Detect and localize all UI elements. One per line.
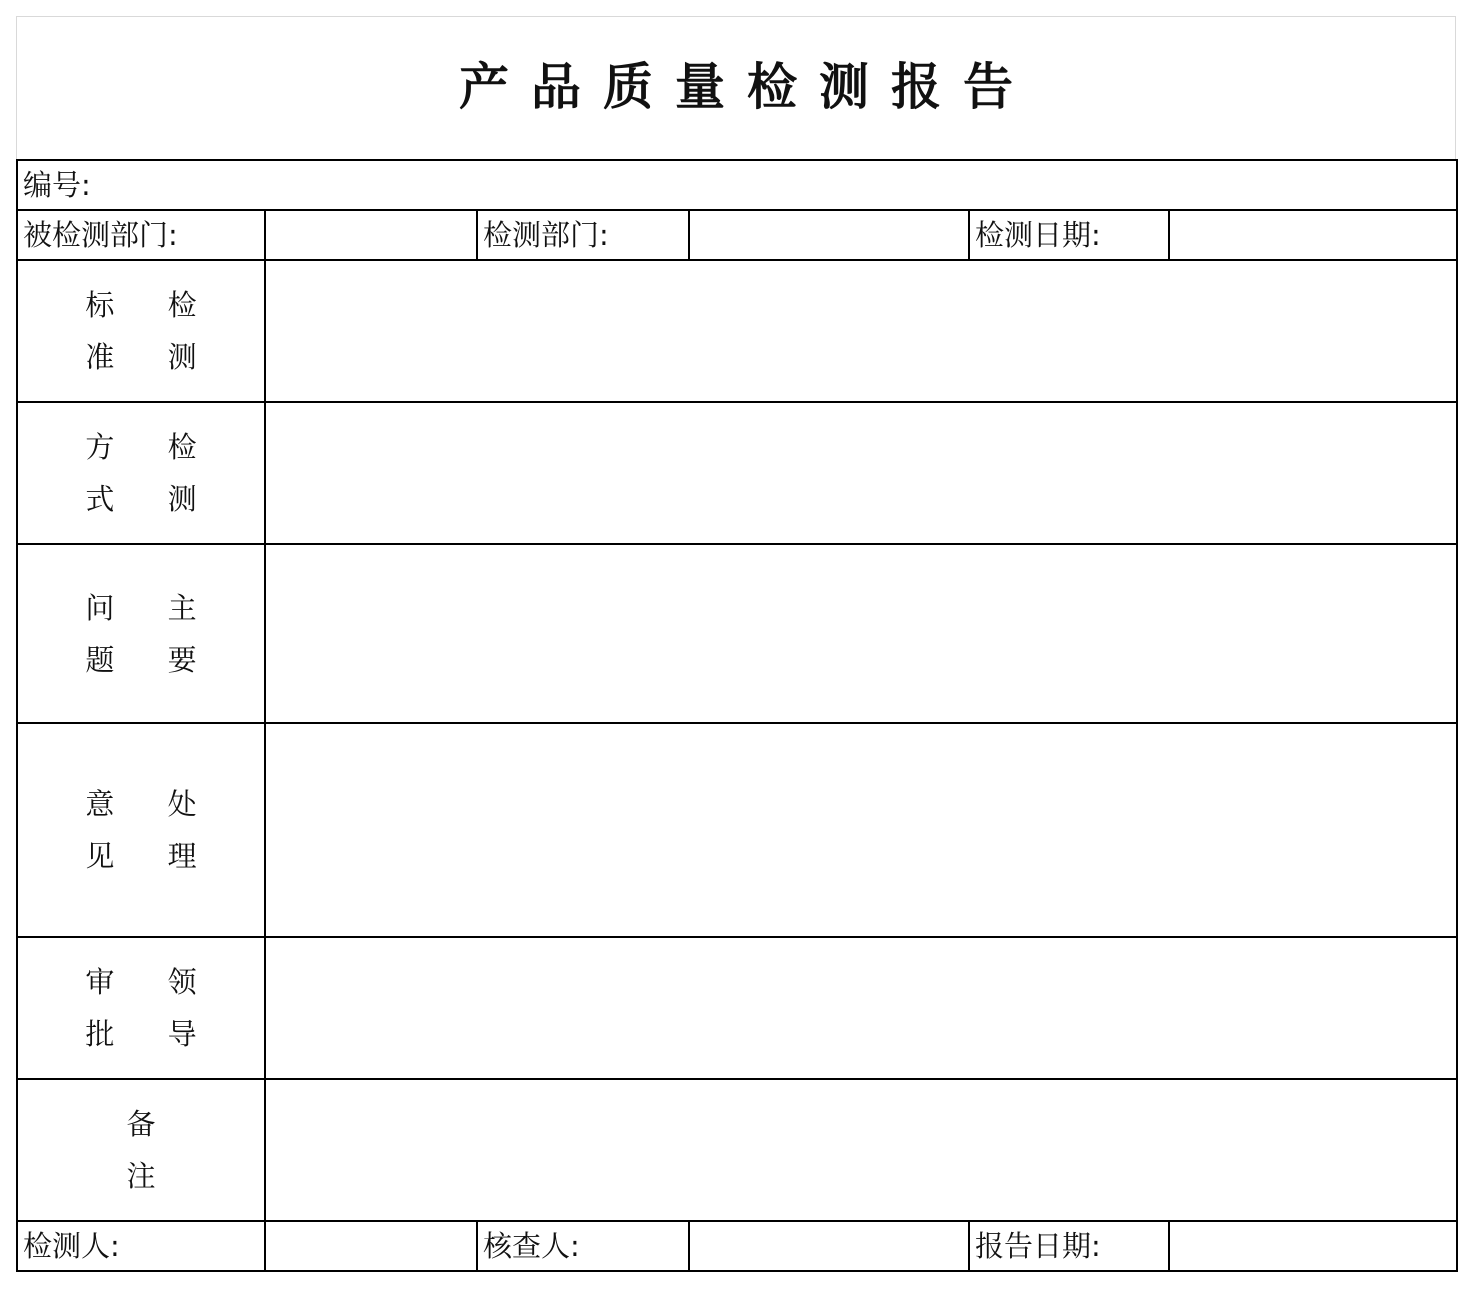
opinion-content[interactable]: [265, 723, 1457, 937]
remarks-label-line-2: 注: [126, 1159, 156, 1193]
checker-value[interactable]: [689, 1221, 969, 1271]
title-area: [16, 16, 1456, 159]
inspected-dept-value[interactable]: [265, 210, 477, 260]
method-content[interactable]: [265, 402, 1457, 544]
row-approval: [17, 937, 1457, 1079]
standard-content[interactable]: [265, 260, 1457, 402]
report-sheet: [16, 16, 1456, 1288]
standard-label-line-1: 标 检: [85, 288, 219, 322]
method-label-line-1: 方 检: [85, 430, 219, 464]
remarks-content[interactable]: [265, 1079, 1457, 1221]
approval-label-line-2: 批 导: [85, 1017, 219, 1051]
row-issues: [17, 544, 1457, 723]
inspected-dept-label: 被检测部门:: [17, 210, 265, 260]
opinion-label: [17, 723, 265, 937]
opinion-label-line-1: 意 处: [85, 787, 219, 821]
row-opinion: [17, 723, 1457, 937]
row-number: [17, 160, 1457, 210]
inspecting-dept-label: 检测部门:: [477, 210, 689, 260]
report-form-table: [16, 159, 1458, 1272]
inspection-date-value[interactable]: [1169, 210, 1457, 260]
inspecting-dept-value[interactable]: [689, 210, 969, 260]
method-label-line-2: 式 测: [85, 482, 219, 516]
approval-content[interactable]: [265, 937, 1457, 1079]
row-departments: [17, 210, 1457, 260]
inspector-label: 检测人:: [17, 1221, 265, 1271]
method-label: [17, 402, 265, 544]
checker-label: 核查人:: [477, 1221, 689, 1271]
issues-label: [17, 544, 265, 723]
approval-label-line-1: 审 领: [85, 965, 219, 999]
issues-label-line-1: 问 主: [85, 590, 219, 625]
report-date-label: 报告日期:: [969, 1221, 1169, 1271]
inspector-value[interactable]: [265, 1221, 477, 1271]
issues-content[interactable]: [265, 544, 1457, 723]
standard-label-line-2: 准 测: [85, 340, 219, 374]
standard-label: [17, 260, 265, 402]
issues-label-line-2: 题 要: [85, 642, 219, 677]
number-label: 编号:: [23, 168, 91, 202]
number-cell[interactable]: [17, 160, 1457, 210]
row-signatures: [17, 1221, 1457, 1271]
row-method: [17, 402, 1457, 544]
remarks-label: [17, 1079, 265, 1221]
report-title: 产品质量检测报告: [459, 58, 1035, 116]
row-standard: [17, 260, 1457, 402]
approval-label: [17, 937, 265, 1079]
row-remarks: [17, 1079, 1457, 1221]
remarks-label-line-1: 备: [126, 1107, 156, 1141]
inspection-date-label: 检测日期:: [969, 210, 1169, 260]
report-date-value[interactable]: [1169, 1221, 1457, 1271]
opinion-label-line-2: 见 理: [85, 839, 219, 873]
